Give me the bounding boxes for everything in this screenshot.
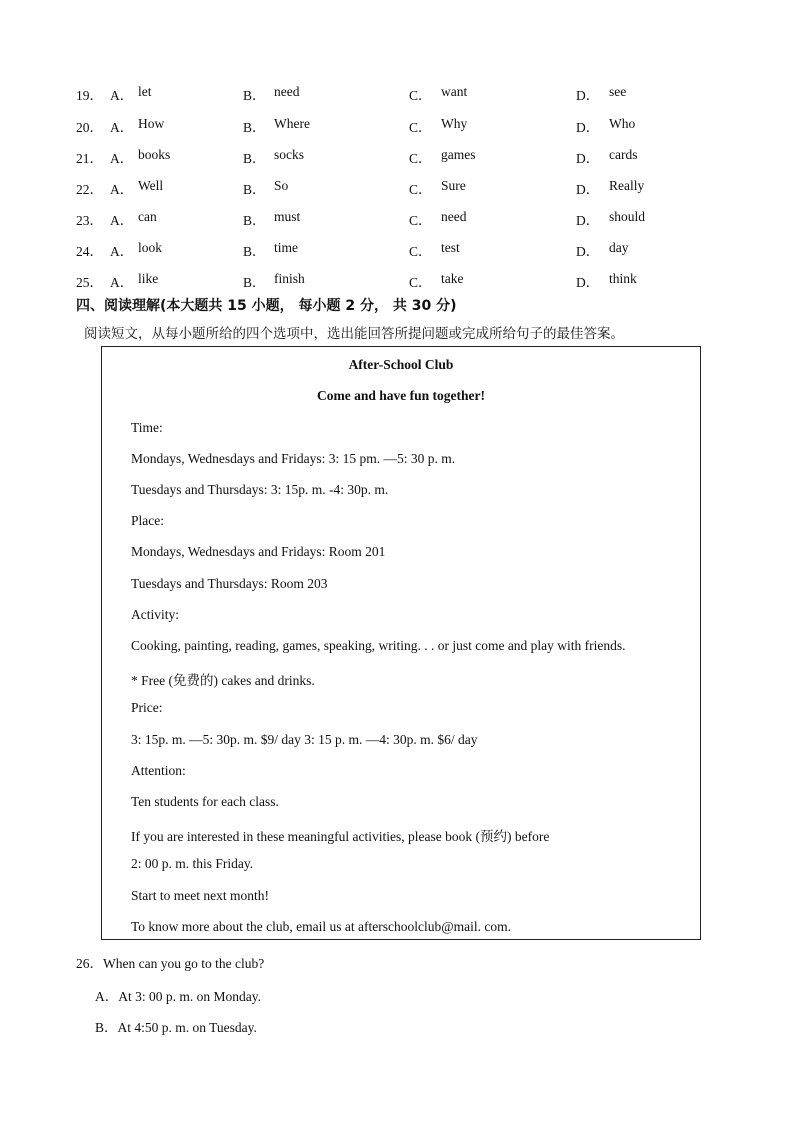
passage-line: If you are interested in these meaningful activities, please book (预约) before xyxy=(131,829,550,844)
option-text-c: test xyxy=(441,240,460,255)
question-row-25 xyxy=(0,271,794,291)
option-text-b: need xyxy=(274,84,300,99)
option-text-a: How xyxy=(138,116,165,131)
option-label-a: A． xyxy=(110,213,134,228)
passage-line: 3: 15p. m. —5: 30p. m. $9/ day 3: 15 p. m. —4: 30p. m. $6/ day xyxy=(131,732,478,747)
option-label-d: D． xyxy=(576,182,600,197)
passage-line: Start to meet next month! xyxy=(131,888,269,903)
option-label-c: C． xyxy=(409,120,432,135)
option-label-c: C． xyxy=(409,151,432,166)
option-label-d: D． xyxy=(576,275,600,290)
question-number: 24． xyxy=(76,244,103,259)
question-row-22 xyxy=(0,178,794,198)
passage-line: Tuesdays and Thursdays: 3: 15p. m. -4: 30p. m. xyxy=(131,482,389,497)
option-text-c: take xyxy=(441,271,464,286)
option-text-a: like xyxy=(138,271,159,286)
option-text-d: Who xyxy=(609,116,636,131)
question-number: 23． xyxy=(76,213,103,228)
question-row-19 xyxy=(0,84,794,104)
option-text-b: So xyxy=(274,178,289,193)
option-label-d: D． xyxy=(576,120,600,135)
passage-line: Activity: xyxy=(131,607,179,622)
option-text-b: time xyxy=(274,240,298,255)
option-text-b: must xyxy=(274,209,301,224)
passage-line: Price: xyxy=(131,700,163,715)
passage-line: Cooking, painting, reading, games, speaking, writing. . . or just come and play with friends. xyxy=(131,638,626,653)
option-text-c: Sure xyxy=(441,178,466,193)
passage-line: Time: xyxy=(131,420,163,435)
option-label-d: D． xyxy=(576,88,600,103)
option-label-b: B． xyxy=(243,275,266,290)
option-label-d: D． xyxy=(576,213,600,228)
passage-box xyxy=(101,346,701,940)
option-label-a: A． xyxy=(110,88,134,103)
question-number: 25． xyxy=(76,275,103,290)
question-number: 22． xyxy=(76,182,103,197)
option-label-b: B． xyxy=(243,151,266,166)
section-instructions: 阅读短文，从每小题所给的四个选项中，选出能回答所提问题或完成所给句子的最佳答案。 xyxy=(84,326,624,342)
option-label-b: B． xyxy=(243,120,266,135)
passage-line: 2: 00 p. m. this Friday. xyxy=(131,856,254,871)
passage-line: Attention: xyxy=(131,763,186,778)
option-text-d: day xyxy=(609,240,629,255)
question-row-20 xyxy=(0,116,794,136)
option-text-c: games xyxy=(441,147,476,162)
option-label-c: C． xyxy=(409,213,432,228)
option-label-b: B． xyxy=(243,182,266,197)
question-row-21 xyxy=(0,147,794,167)
option-label-a: A． xyxy=(110,182,134,197)
question-number: 20． xyxy=(76,120,103,135)
option-text-a: books xyxy=(138,147,171,162)
option-text-d: see xyxy=(609,84,627,99)
option-label-d: D． xyxy=(576,151,600,166)
option-text-b: finish xyxy=(274,271,305,286)
option-text-b: socks xyxy=(274,147,304,162)
option-text-a: look xyxy=(138,240,163,255)
option-label-c: C． xyxy=(409,244,432,259)
question-row-24 xyxy=(0,240,794,260)
passage-subtitle: Come and have fun together! xyxy=(317,388,485,403)
passage-line: Mondays, Wednesdays and Fridays: Room 201 xyxy=(131,544,386,559)
question-26-stem: 26．When can you go to the club? xyxy=(76,956,265,971)
passage-line: Place: xyxy=(131,513,164,528)
option-label-b: B． xyxy=(243,244,266,259)
option-text-c: want xyxy=(441,84,468,99)
option-label-c: C． xyxy=(409,182,432,197)
question-26-option-a: A．At 3: 00 p. m. on Monday. xyxy=(95,989,261,1004)
section-heading: 四、阅读理解(本大题共 15 小题， 每小题 2 分， 共 30 分) xyxy=(76,298,457,314)
question-26-option-b: B．At 4:50 p. m. on Tuesday. xyxy=(95,1020,257,1035)
option-text-a: Well xyxy=(138,178,164,193)
passage-line: Mondays, Wednesdays and Fridays: 3: 15 pm. —5: 30 p. m. xyxy=(131,451,456,466)
option-label-b: B． xyxy=(243,213,266,228)
option-text-c: Why xyxy=(441,116,468,131)
option-text-a: let xyxy=(138,84,152,99)
option-text-d: should xyxy=(609,209,646,224)
option-label-c: C． xyxy=(409,88,432,103)
option-text-b: Where xyxy=(274,116,310,131)
option-label-a: A． xyxy=(110,120,134,135)
passage-line: Ten students for each class. xyxy=(131,794,279,809)
option-text-a: can xyxy=(138,209,157,224)
passage-line: Tuesdays and Thursdays: Room 203 xyxy=(131,576,328,591)
question-row-23 xyxy=(0,209,794,229)
option-label-c: C． xyxy=(409,275,432,290)
option-text-d: Really xyxy=(609,178,645,193)
option-text-d: think xyxy=(609,271,637,286)
passage-line: * Free (免费的) cakes and drinks. xyxy=(131,673,315,688)
option-label-a: A． xyxy=(110,244,134,259)
option-text-d: cards xyxy=(609,147,638,162)
option-label-b: B． xyxy=(243,88,266,103)
option-text-c: need xyxy=(441,209,467,224)
passage-line: To know more about the club, email us at afterschoolclub@mail. com. xyxy=(131,919,512,934)
option-label-a: A． xyxy=(110,151,134,166)
passage-title: After-School Club xyxy=(348,357,454,372)
question-number: 19． xyxy=(76,88,103,103)
question-number: 21． xyxy=(76,151,103,166)
option-label-d: D． xyxy=(576,244,600,259)
option-label-a: A． xyxy=(110,275,134,290)
